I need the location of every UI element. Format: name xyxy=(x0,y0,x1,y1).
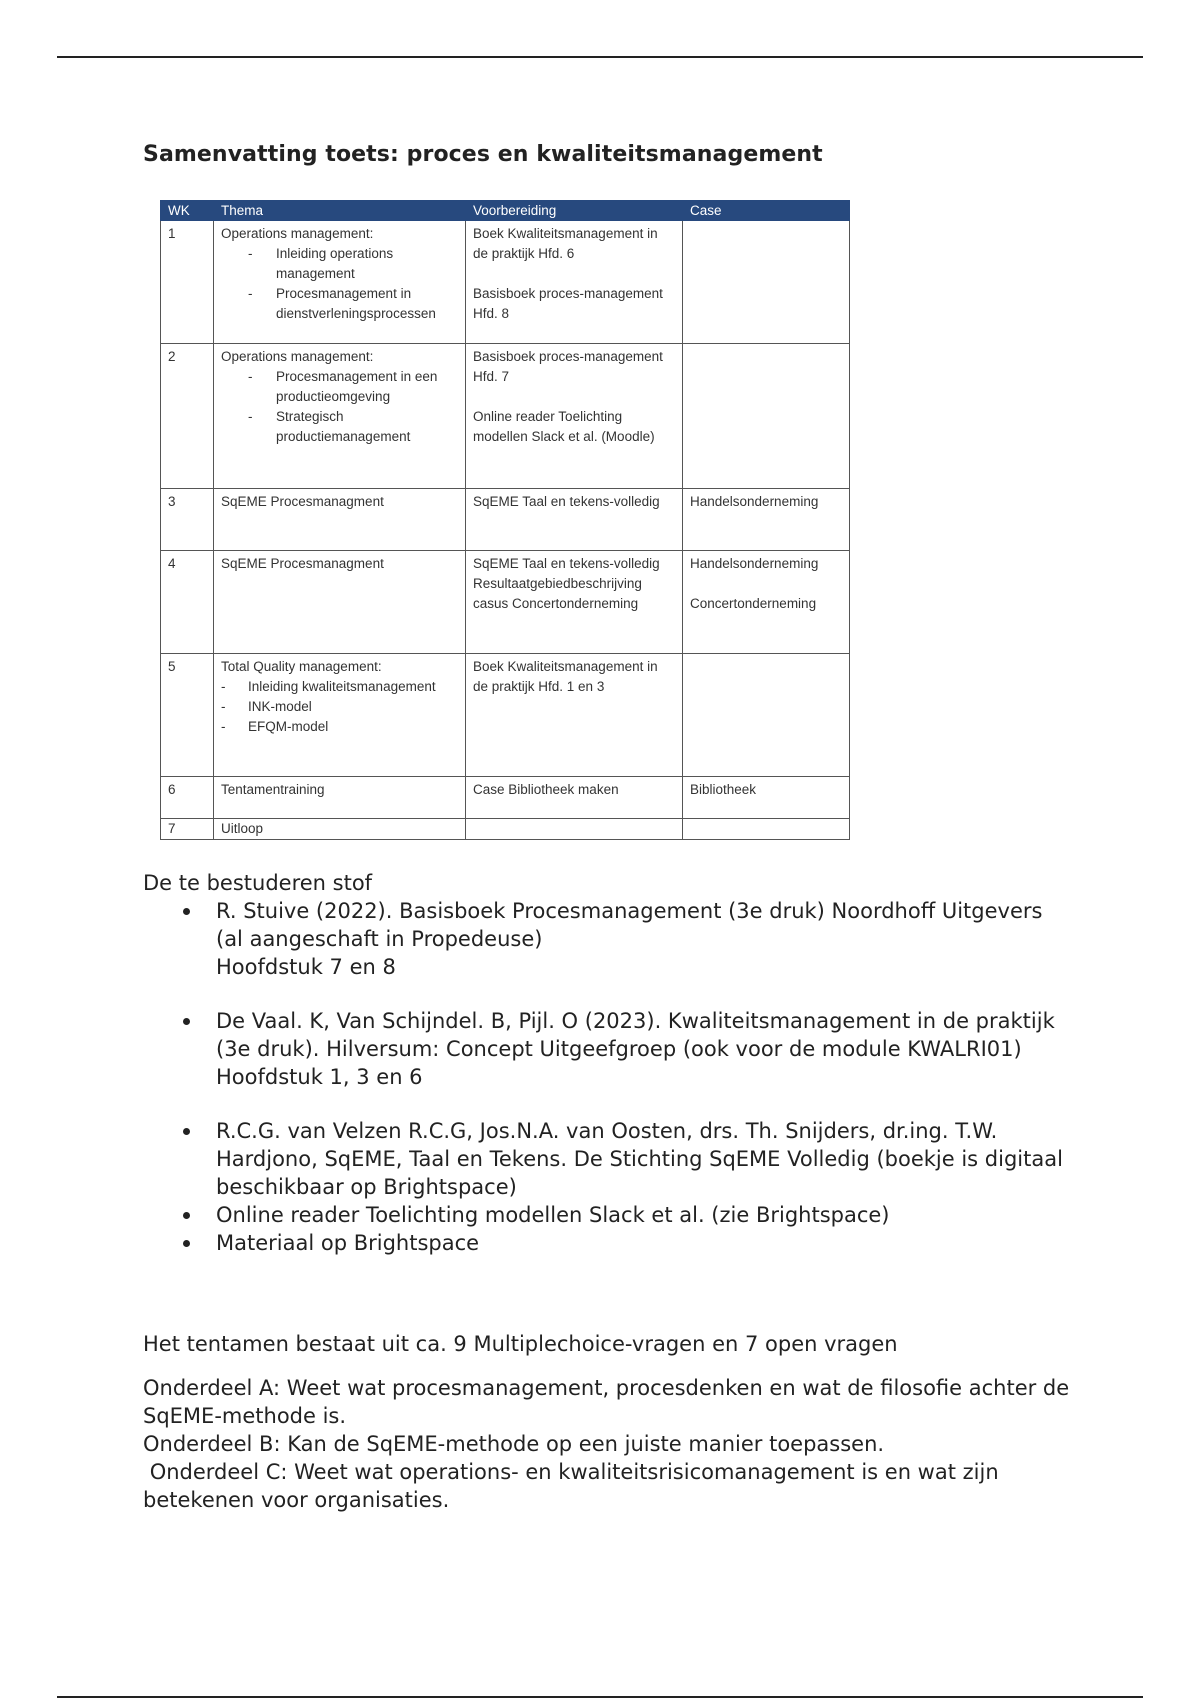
cell-wk: 2 xyxy=(161,344,214,489)
reference-text: R.C.G. van Velzen R.C.G, Jos.N.A. van Oosten, drs. Th. Snijders, dr.ing. T.W. Hardjono, SqEME, Taal en Tekens. De Stichting SqEME Volledig (boekje is digitaal beschikbaar op Brightspace) xyxy=(216,1119,1063,1199)
exam-description: Het tentamen bestaat uit ca. 9 Multiplechoice-vragen en 7 open vragen xyxy=(143,1332,898,1356)
column-header-thema: Thema xyxy=(214,201,466,221)
thema-title: Operations management: xyxy=(221,349,374,364)
table-row xyxy=(161,344,850,489)
list-item: - Inleiding operations management xyxy=(248,244,458,284)
cell-voorbereiding xyxy=(466,819,683,840)
cell-voorbereiding: SqEME Taal en tekens-volledig Resultaatgebiedbeschrijving casus Concertonderneming xyxy=(466,551,683,654)
cell-voorbereiding: Case Bibliotheek maken xyxy=(466,777,683,819)
reference-text: Online reader Toelichting modellen Slack et al. (zie Brightspace) xyxy=(216,1203,890,1227)
reference-text: De Vaal. K, Van Schijndel. B, Pijl. O (2023). Kwaliteitsmanagement in de praktijk (3e druk). Hilversum: Concept Uitgeefgroep (ook voor de module KWALRI01) xyxy=(216,1009,1055,1061)
exam-parts xyxy=(143,1374,1073,1514)
cell-voorbereiding: SqEME Taal en tekens-volledig xyxy=(466,489,683,551)
cell-thema xyxy=(214,344,466,489)
reference-text: Materiaal op Brightspace xyxy=(216,1231,480,1255)
case-text: Concertonderneming xyxy=(690,596,817,611)
table-row xyxy=(161,819,850,840)
cell-thema: Tentamentraining xyxy=(214,777,466,819)
table-row xyxy=(161,654,850,777)
study-heading: De te bestuderen stof xyxy=(143,871,373,895)
thema-list xyxy=(221,677,458,737)
list-item: - Procesmanagement in een productieomgeving xyxy=(248,367,458,407)
header-rule xyxy=(57,56,1143,58)
exam-info xyxy=(143,1330,1073,1358)
list-item xyxy=(143,1007,1073,1091)
cell-case xyxy=(683,221,850,344)
cell-thema: SqEME Procesmanagment xyxy=(214,551,466,654)
cell-wk: 7 xyxy=(161,819,214,840)
thema-title: Total Quality management: xyxy=(221,659,382,674)
table-row xyxy=(161,777,850,819)
thema-list xyxy=(221,367,458,447)
list-item xyxy=(143,1117,1073,1201)
reference-text: R. Stuive (2022). Basisboek Procesmanagement (3e druk) Noordhoff Uitgevers (al aangeschaft in Propedeuse) xyxy=(216,899,1043,951)
list-item: - EFQM-model xyxy=(221,717,458,737)
cell-voorbereiding xyxy=(466,221,683,344)
prep-text: Basisboek proces-management Hfd. 7 xyxy=(473,349,663,384)
list-item xyxy=(143,1201,1073,1229)
reference-chapters: Hoofdstuk 1, 3 en 6 xyxy=(216,1065,423,1089)
list-item xyxy=(143,1229,1073,1257)
table-row xyxy=(161,551,850,654)
thema-list xyxy=(221,244,458,324)
cell-thema xyxy=(214,654,466,777)
cell-case: Bibliotheek xyxy=(683,777,850,819)
footer-rule xyxy=(57,1696,1143,1698)
cell-thema: Uitloop xyxy=(214,819,466,840)
column-header-wk: WK xyxy=(161,201,214,221)
part-c: Onderdeel C: Weet wat operations- en kwaliteitsrisicomanagement is en wat zijn betekenen voor organisaties. xyxy=(143,1460,1006,1512)
list-item: - Strategisch productiemanagement xyxy=(248,407,458,447)
table-row xyxy=(161,221,850,344)
cell-wk: 6 xyxy=(161,777,214,819)
study-section xyxy=(143,869,1073,1257)
list-item: - Inleiding kwaliteitsmanagement xyxy=(221,677,458,697)
cell-wk: 3 xyxy=(161,489,214,551)
table-row xyxy=(161,489,850,551)
cell-voorbereiding xyxy=(466,344,683,489)
prep-text: Boek Kwaliteitsmanagement in de praktijk Hfd. 6 xyxy=(473,226,658,261)
reference-list xyxy=(143,897,1073,1257)
cell-case xyxy=(683,654,850,777)
column-header-voorbereiding: Voorbereiding xyxy=(466,201,683,221)
page-title: Samenvatting toets: proces en kwaliteitsmanagement xyxy=(143,142,823,167)
cell-wk: 4 xyxy=(161,551,214,654)
prep-text: Online reader Toelichting modellen Slack et al. (Moodle) xyxy=(473,409,655,444)
prep-text: Basisboek proces-management Hfd. 8 xyxy=(473,286,663,321)
cell-wk: 5 xyxy=(161,654,214,777)
list-item: - INK-model xyxy=(221,697,458,717)
column-header-case: Case xyxy=(683,201,850,221)
reference-chapters: Hoofdstuk 7 en 8 xyxy=(216,955,396,979)
cell-case: Handelsonderneming xyxy=(683,489,850,551)
cell-case xyxy=(683,819,850,840)
part-b: Onderdeel B: Kan de SqEME-methode op een juiste manier toepassen. xyxy=(143,1432,885,1456)
schedule-table xyxy=(160,200,850,840)
list-item xyxy=(143,897,1073,981)
case-text: Handelsonderneming xyxy=(690,556,819,571)
cell-thema xyxy=(214,221,466,344)
list-item: - Procesmanagement in dienstverleningsprocessen xyxy=(248,284,458,324)
thema-title: Operations management: xyxy=(221,226,374,241)
part-a: Onderdeel A: Weet wat procesmanagement, procesdenken en wat de filosofie achter de SqEME-methode is. xyxy=(143,1376,1070,1428)
cell-case xyxy=(683,551,850,654)
cell-wk: 1 xyxy=(161,221,214,344)
cell-thema: SqEME Procesmanagment xyxy=(214,489,466,551)
cell-voorbereiding: Boek Kwaliteitsmanagement in de praktijk Hfd. 1 en 3 xyxy=(466,654,683,777)
table-header-row xyxy=(161,201,850,221)
cell-case xyxy=(683,344,850,489)
